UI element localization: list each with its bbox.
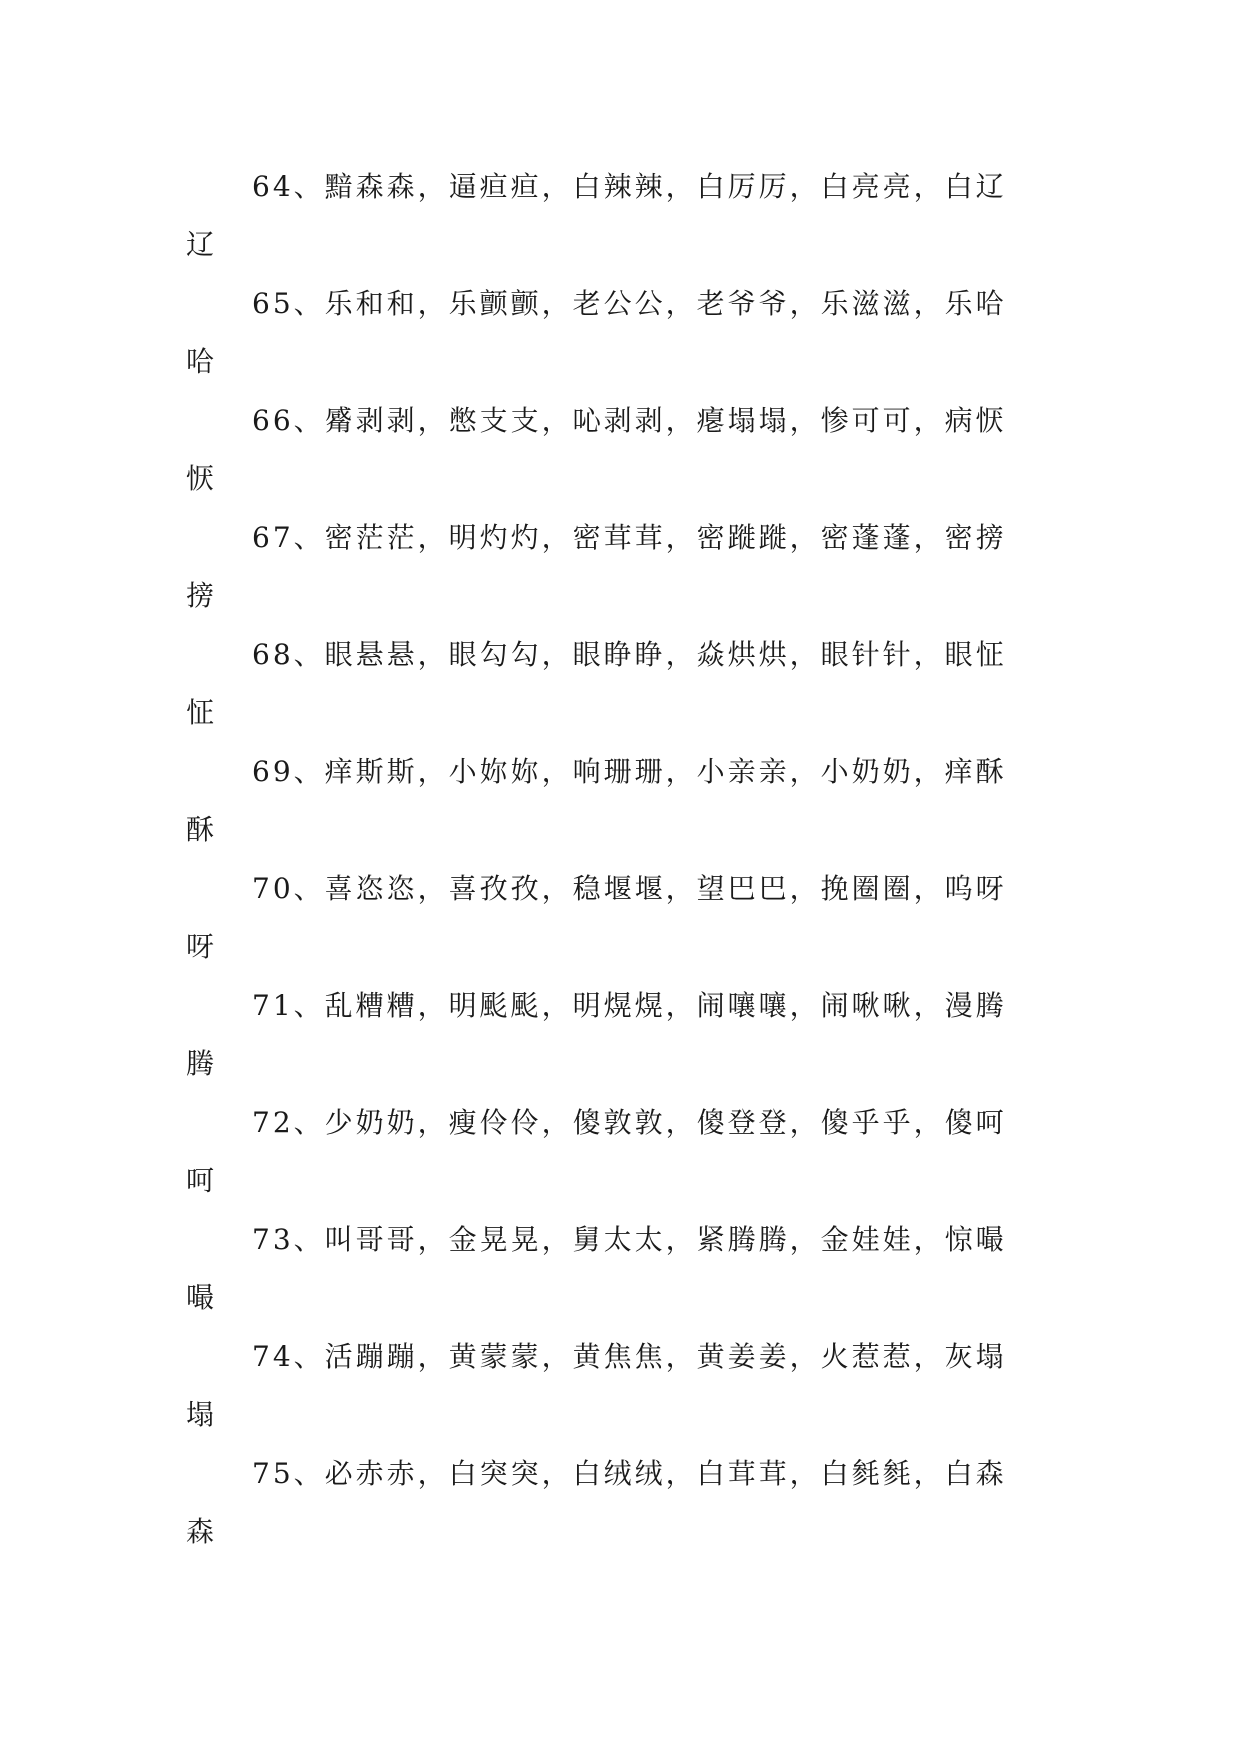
entry-line-wrap: 塌 — [186, 1398, 218, 1431]
entry-line-wrap: 辽 — [186, 228, 218, 261]
entry-line-wrap: 怔 — [186, 696, 218, 729]
entry-line-wrap: 搒 — [186, 579, 218, 612]
list-item — [186, 1445, 1046, 1562]
list-item — [186, 509, 1046, 626]
list-item — [186, 860, 1046, 977]
list-item — [186, 743, 1046, 860]
entry-line: 65、乐和和，乐颤颤，老公公，老爷爷，乐滋滋，乐哈 — [252, 287, 1007, 320]
entry-list — [186, 158, 1046, 1562]
list-item — [186, 158, 1046, 275]
entry-line-wrap: 酥 — [186, 813, 218, 846]
entry-line: 68、眼悬悬，眼勾勾，眼睁睁，焱烘烘，眼针针，眼怔 — [252, 638, 1007, 671]
entry-line: 71、乱糟糟，明颩颩，明熀熀，闹嚷嚷，闹啾啾，漫腾 — [252, 989, 1007, 1022]
list-item — [186, 1328, 1046, 1445]
entry-line: 69、痒斯斯，小妳妳，响珊珊，小亲亲，小奶奶，痒酥 — [252, 755, 1007, 788]
entry-line: 72、少奶奶，瘦伶伶，傻敦敦，傻登登，傻乎乎，傻呵 — [252, 1106, 1007, 1139]
list-item — [186, 392, 1046, 509]
entry-line-wrap: 腾 — [186, 1047, 218, 1080]
entry-line: 74、活蹦蹦，黄蒙蒙，黄焦焦，黄姜姜，火惹惹，灰塌 — [252, 1340, 1007, 1373]
entry-line-wrap: 恹 — [186, 462, 218, 495]
entry-line: 70、喜恣恣，喜孜孜，稳堰堰，望巴巴，挽圈圈，呜呀 — [252, 872, 1007, 905]
list-item — [186, 626, 1046, 743]
entry-line-wrap: 呀 — [186, 930, 218, 963]
entry-line: 64、黯森森，逼疸疸，白辣辣，白厉厉，白亮亮，白辽 — [252, 170, 1007, 203]
entry-line: 73、叫哥哥，金晃晃，舅太太，紧腾腾，金娃娃，惊嘬 — [252, 1223, 1007, 1256]
entry-line: 75、必赤赤，白突突，白绒绒，白茸茸，白毵毵，白森 — [252, 1457, 1007, 1490]
entry-line-wrap: 哈 — [186, 345, 218, 378]
entry-line-wrap: 嘬 — [186, 1281, 218, 1314]
list-item — [186, 977, 1046, 1094]
list-item — [186, 1211, 1046, 1328]
list-item — [186, 275, 1046, 392]
entry-line-wrap: 呵 — [186, 1164, 218, 1197]
entry-line-wrap: 森 — [186, 1515, 218, 1548]
entry-line: 67、密茫茫，明灼灼，密茸茸，密蹝蹝，密蓬蓬，密搒 — [252, 521, 1007, 554]
entry-line: 66、觱剥剥，憋支支，吣剥剥，瘪塌塌，惨可可，病恹 — [252, 404, 1007, 437]
list-item — [186, 1094, 1046, 1211]
